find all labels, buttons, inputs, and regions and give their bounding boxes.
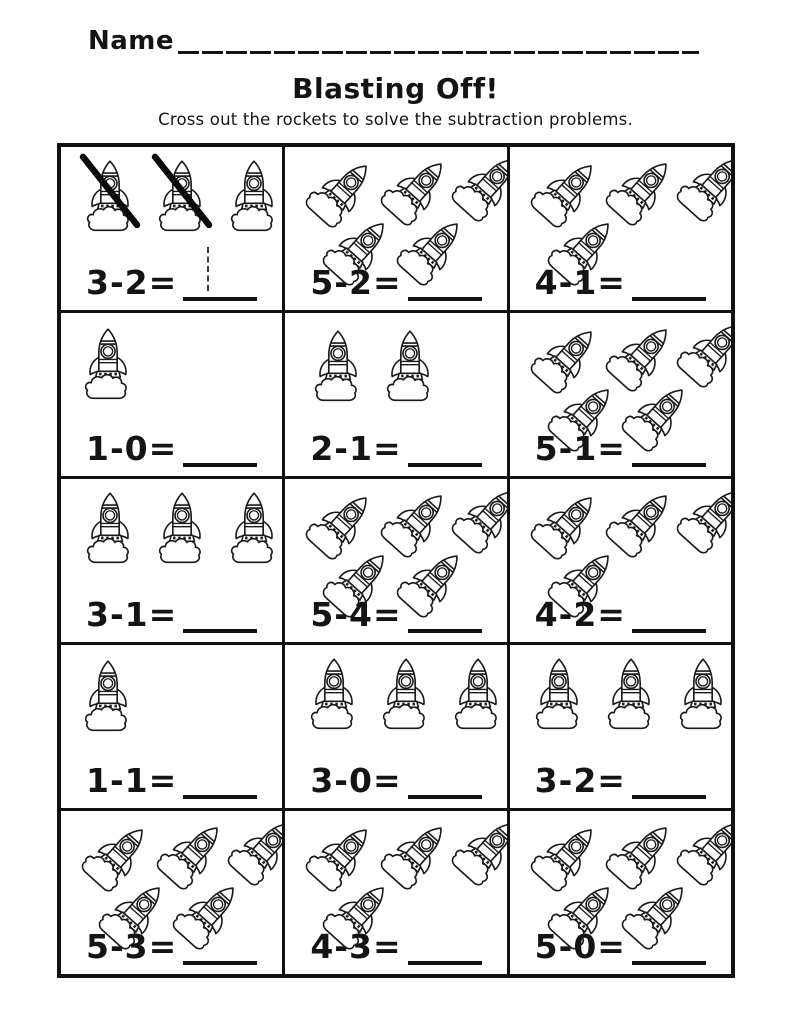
subtraction-problem [510, 592, 731, 634]
problem-cell [61, 645, 282, 808]
rocket-icon[interactable] [81, 327, 135, 400]
rocket-icon[interactable] [155, 491, 209, 564]
worksheet-grid [57, 143, 735, 978]
name-write-line[interactable] [178, 24, 699, 54]
problem-cell [285, 645, 506, 808]
subtraction-problem [61, 426, 282, 468]
subtraction-problem [285, 924, 506, 966]
subtraction-problem [510, 758, 731, 800]
problem-cell [61, 147, 282, 310]
subtraction-problem [61, 260, 282, 302]
subtraction-problem [285, 592, 506, 634]
problem-cell [285, 313, 506, 476]
answer-blank[interactable] [183, 599, 257, 633]
rocket-icon[interactable] [669, 147, 731, 231]
answer-blank[interactable] [183, 931, 257, 965]
equation-text: 3-2= [86, 263, 178, 302]
equation-text: 5-1= [534, 429, 626, 468]
rocket-icon[interactable] [83, 159, 137, 232]
subtraction-problem [61, 924, 282, 966]
problem-cell [510, 811, 731, 974]
problem-cell [61, 811, 282, 974]
problem-cell [61, 313, 282, 476]
equation-text: 5-4= [310, 595, 402, 634]
equation-text: 5-0= [534, 927, 626, 966]
answer-blank[interactable] [408, 433, 482, 467]
subtraction-problem [61, 592, 282, 634]
subtraction-problem [61, 758, 282, 800]
answer-blank[interactable] [632, 931, 706, 965]
equation-text: 4-1= [534, 263, 626, 302]
rocket-icon[interactable] [379, 657, 433, 730]
subtraction-problem [285, 260, 506, 302]
rocket-icon[interactable] [307, 657, 361, 730]
rocket-icon[interactable] [383, 329, 437, 402]
problem-cell [510, 147, 731, 310]
rocket-icon[interactable] [669, 479, 731, 563]
equation-text: 3-1= [86, 595, 178, 634]
problem-cell [510, 479, 731, 642]
answer-blank[interactable] [632, 599, 706, 633]
equation-text: 1-1= [86, 761, 178, 800]
rocket-icon[interactable] [155, 159, 209, 232]
equation-text: 4-3= [310, 927, 402, 966]
answer-blank[interactable] [408, 765, 482, 799]
rocket-icon[interactable] [83, 491, 137, 564]
rocket-icon[interactable] [604, 657, 658, 730]
answer-blank[interactable] [408, 599, 482, 633]
name-row [88, 24, 699, 54]
problem-cell [285, 479, 506, 642]
rocket-icon[interactable] [81, 659, 135, 732]
equation-text: 4-2= [534, 595, 626, 634]
answer-blank[interactable] [632, 433, 706, 467]
name-label: Name [88, 26, 175, 56]
rocket-icon[interactable] [676, 657, 730, 730]
problem-cell [510, 645, 731, 808]
subtraction-problem [285, 758, 506, 800]
answer-blank[interactable] [408, 931, 482, 965]
equation-text: 5-3= [86, 927, 178, 966]
equation-text: 3-0= [310, 761, 402, 800]
subtraction-problem [285, 426, 506, 468]
rocket-icon[interactable] [227, 159, 281, 232]
worksheet-title: Blasting Off! [292, 72, 499, 105]
problem-cell [285, 147, 506, 310]
answer-blank[interactable] [183, 267, 257, 301]
equation-text: 2-1= [310, 429, 402, 468]
equation-text: 5-2= [310, 263, 402, 302]
rocket-icon[interactable] [451, 657, 505, 730]
equation-text: 1-0= [86, 429, 178, 468]
answer-blank[interactable] [632, 765, 706, 799]
answer-blank[interactable] [183, 765, 257, 799]
problem-cell [61, 479, 282, 642]
equation-text: 3-2= [534, 761, 626, 800]
rocket-icon[interactable] [532, 657, 586, 730]
rocket-icon[interactable] [227, 491, 281, 564]
worksheet-instructions: Cross out the rockets to solve the subtraction problems. [158, 110, 633, 129]
cursor-mark [207, 247, 209, 291]
answer-blank[interactable] [183, 433, 257, 467]
subtraction-problem [510, 426, 731, 468]
rocket-icon[interactable] [445, 811, 507, 895]
answer-blank[interactable] [408, 267, 482, 301]
subtraction-problem [510, 260, 731, 302]
subtraction-problem [510, 924, 731, 966]
answer-blank[interactable] [632, 267, 706, 301]
rocket-icon[interactable] [311, 329, 365, 402]
problem-cell [285, 811, 506, 974]
problem-cell [510, 313, 731, 476]
